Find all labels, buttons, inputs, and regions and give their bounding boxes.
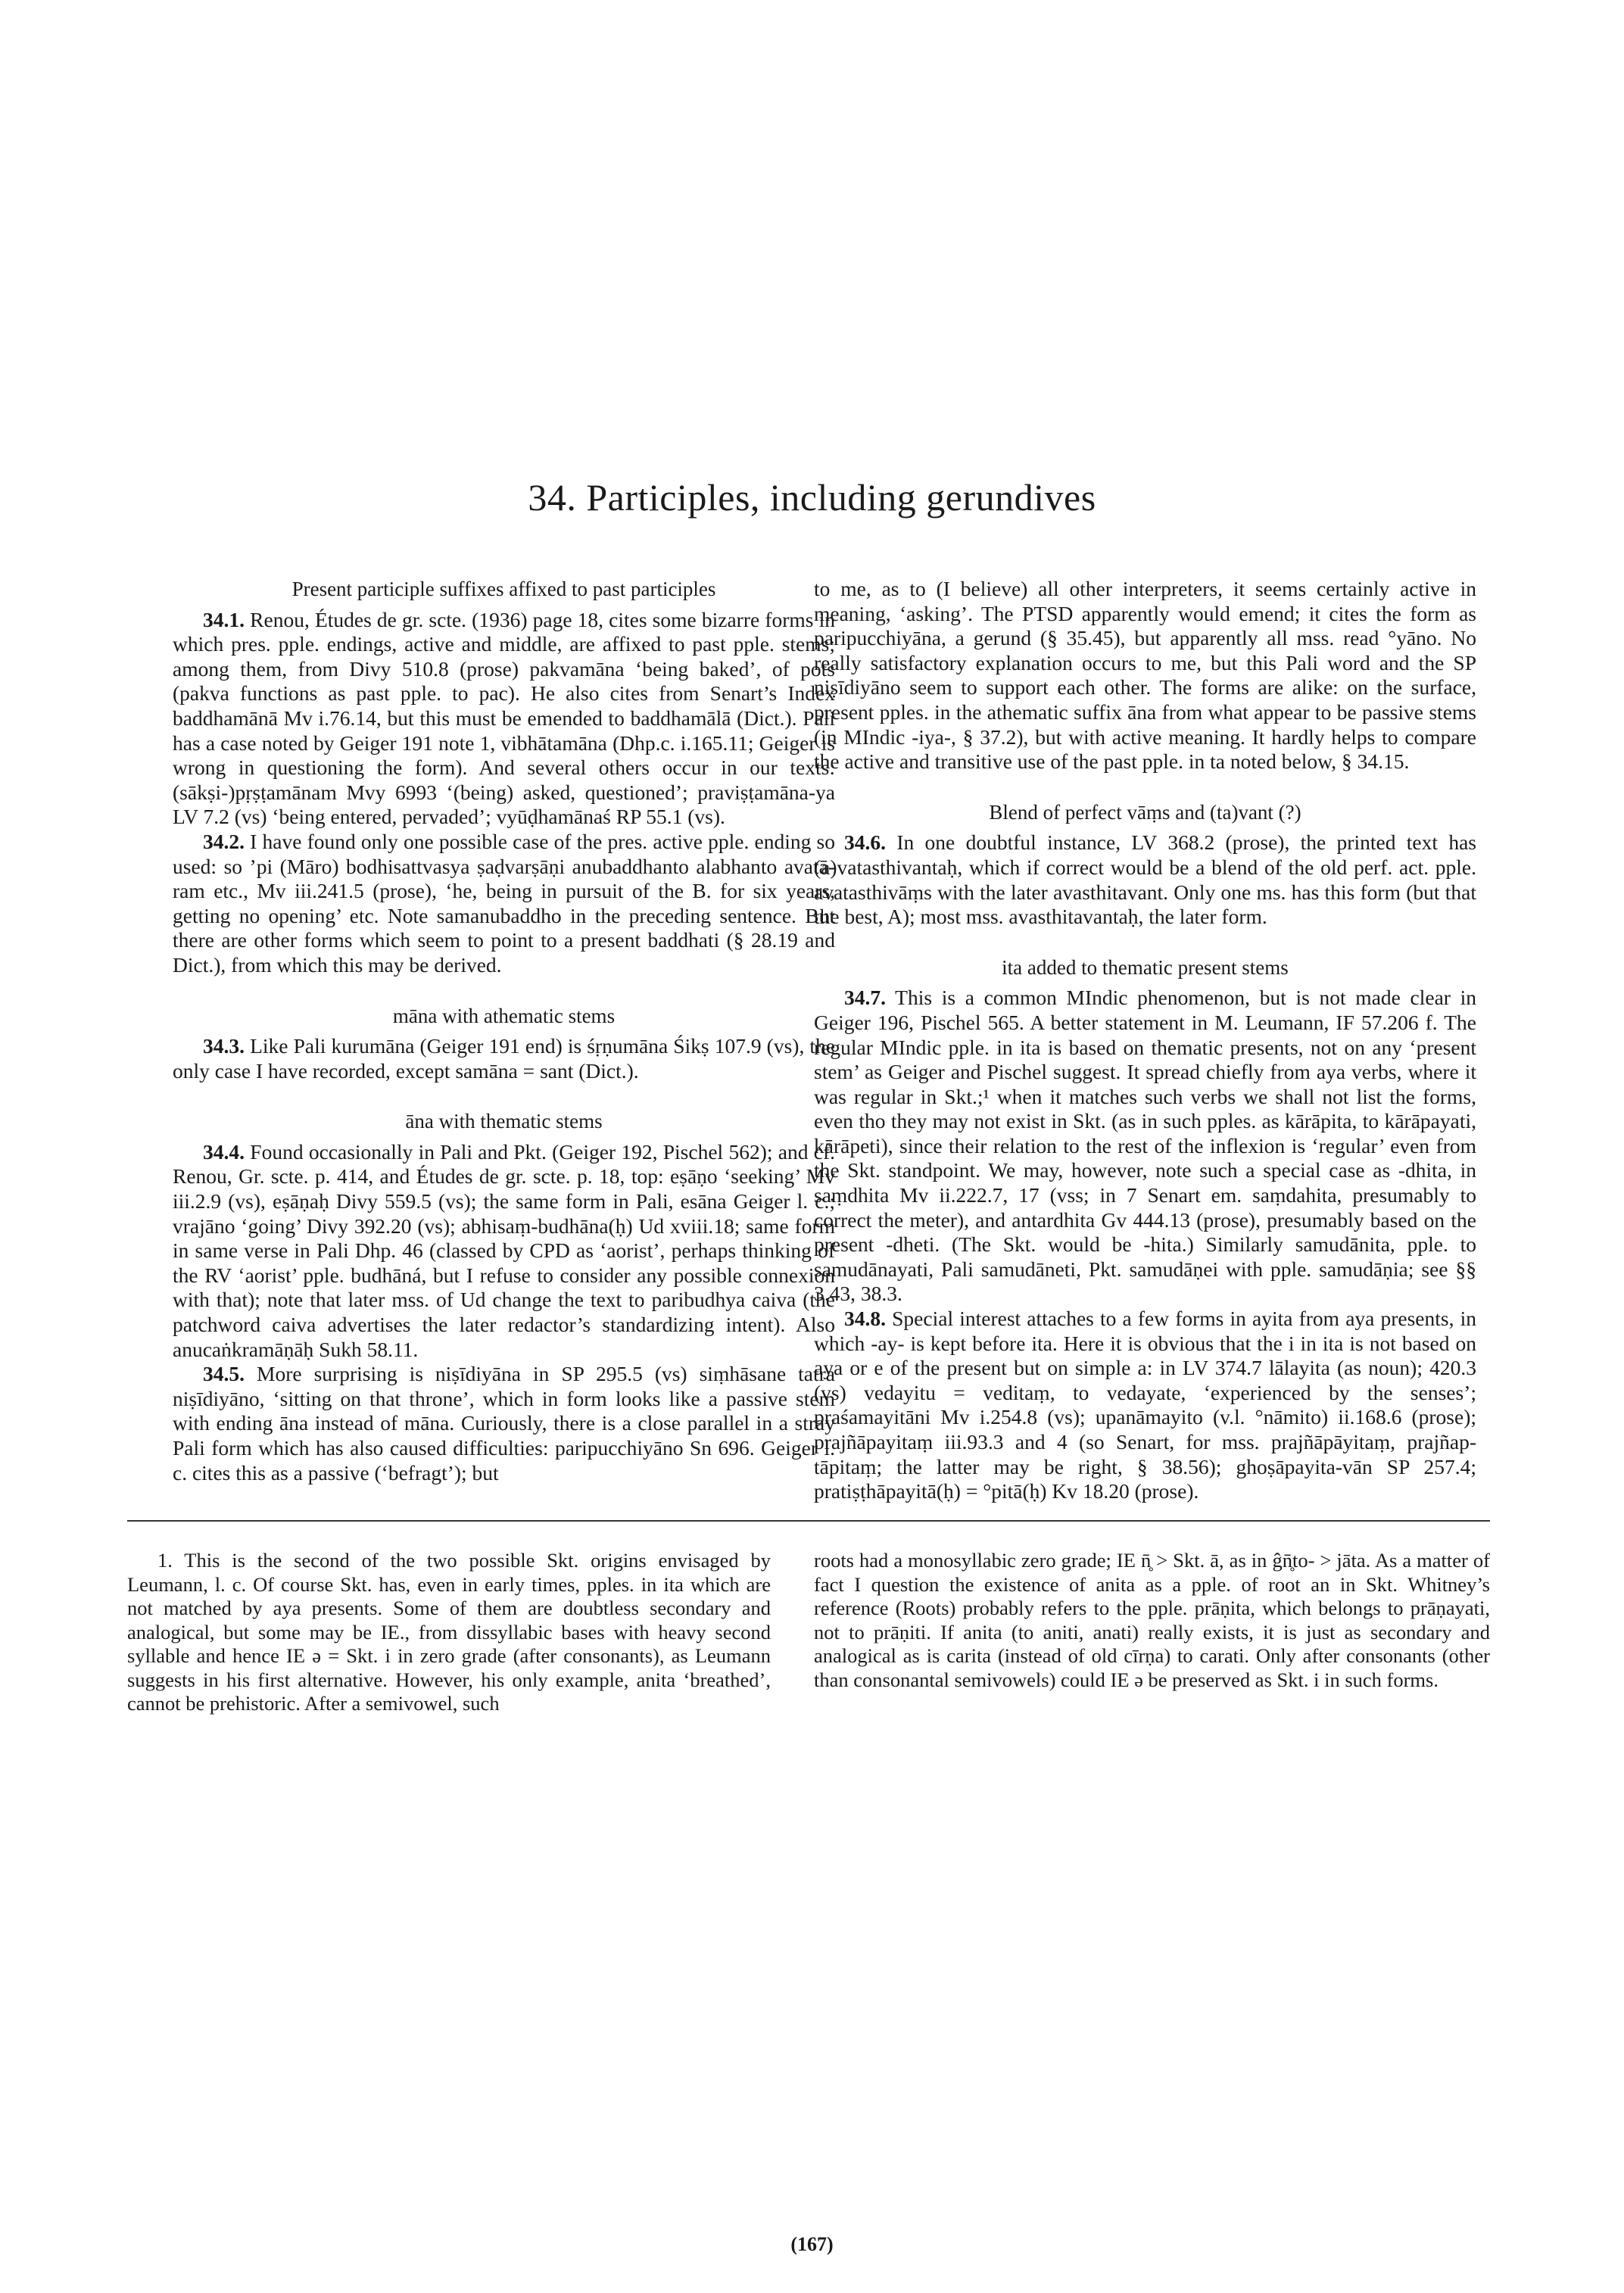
paragraph-34-2 [173,830,835,978]
footnote-left-column [127,1549,771,1716]
paragraph-34-5-continued: to me, as to (I believe) all other interpreters, it seems certainly active in meaning, ‘asking’. The PTSD apparently would emend; it cites the form as paripucchiyāna, a gerund (§ 35.45), but apparently all mss. read °yāno. No really satisfactory explanation occurs to me, but this Pali word and the SP niṣīdiyāno seem to support each other. The forms are alike: on the surface, present pples. in the athematic suffix āna from what appear to be passive stems (in MIndic -iya-, § 37.2), but with active meaning. It hardly helps to compare the active and transitive use of the past pple. in ta noted below, § 34.15. [814,577,1476,774]
paragraph-34-7 [814,986,1476,1307]
right-column [814,577,1476,1504]
paragraph-text: Like Pali kurumāna (Geiger 191 end) is śṛṇumāna Śikṣ 107.9 (vs), the only case I have recorded, except samāna = sant (Dict.). [173,1034,836,1083]
paragraph-number: 34.3. [203,1034,245,1058]
paragraph-text: Renou, Études de gr. scte. (1936) page 18, cites some bizarre forms in which pres. pple. endings, active and middle, are affixed to past pple. stems; among them, from Divy 510.8 (prose) pakvamāna ‘being baked’, of pots (pakva functions as past pple. to pac). He also cites from Senart’s Index baddhamānā Mv i.76.14, but this must be emended to baddhamālā (Dict.). Pali has a case noted by Geiger 191 note 1, vibhātamāna (Dhp.c. i.165.11; Geiger is wrong in questioning the form). And several others occur in our texts: (sākṣi-)pṛṣṭamānam Mvy 6993 ‘(being) asked, questioned’; praviṣṭamāna-ya LV 7.2 (vs) ‘being entered, pervaded’; vyūḍhamānaś RP 55.1 (vs). [173,607,835,829]
section-heading-mana-athematic: māna with athematic stems [392,1004,616,1027]
section-heading-present-participle-suffixes: Present participle suffixes affixed to past participles [291,578,716,600]
paragraph-text: Special interest attaches to a few forms in ayita from aya presents, in which -ay- is kept before ita. Here it is obvious that the i in ita is not based on aya or e of the present but on simple a: in LV 374.7 lālayita (as noun); 420.3 (vs) vedayitu = veditaṃ, to vedayate, ‘experienced by the senses’; praśamayitāni Mv i.254.8 (vs); upanāmayito (v.l. °nāmito) ii.168.6 (prose); prajñāpayitaṃ iii.93.3 and 4 (so Senart, for mss. prajñāpāyitaṃ, prajñap-tāpitaṃ; the latter may be right, § 38.56); ghoṣāpayita-vān SP 257.4; pratiṣṭhāpayitā(ḥ) = °pitā(ḥ) Kv 18.20 (prose). [814,1307,1477,1503]
paragraph-34-8 [814,1307,1476,1504]
section-heading-ita-thematic: ita added to thematic present stems [1002,955,1289,979]
paragraph-34-3 [173,1034,835,1083]
section-heading-ana-thematic: āna with thematic stems [405,1110,603,1133]
paragraph-number: 34.8. [844,1307,886,1331]
paragraph-34-4 [173,1140,835,1362]
paragraph-text: In one doubtful instance, LV 368.2 (prose), the printed text has (a)vatasthivantaḥ, which if correct would be a blend of the old perf. act. pple. avatasthivāṃs with the later avasthitavant. Only one ms. has this form (but that the best, A); most mss. avasthitavantaḥ, the later form. [814,830,1476,929]
paragraph-text: Found occasionally in Pali and Pkt. (Geiger 192, Pischel 562); and cf. Renou, Gr. scte. p. 414, and Études de gr. scte. p. 18, top: eṣāṇo ‘seeking’ Mv iii.2.9 (vs), eṣāṇaḥ Divy 559.5 (vs); the same form in Pali, esāna Geiger l. c.; vrajāno ‘going’ Divy 392.20 (vs); abhisaṃ-budhāna(ḥ) Ud xviii.18; same form in same verse in Pali Dhp. 46 (classed by CPD as ‘aorist’, perhaps thinking of the RV ‘aorist’ pple. budhāná, but I refuse to consider any possible connexion with that); note that later mss. of Ud change the text to paribudhya caiva (the patchword caiva advertises the later redactor’s standardizing intent). Also anucaṅkramāṇāḥ Sukh 58.11. [173,1139,835,1361]
section-heading-blend-perfect: Blend of perfect vāṃs and (ta)vant (?) [989,800,1301,824]
paragraph-text: This is a common MIndic phenomenon, but is not made clear in Geiger 196, Pischel 565. A better statement in M. Leumann, IF 57.206 f. The regular MIndic pple. in ita is based on thematic presents, not on any ‘present stem’ as Geiger and Pischel suggest. It spread chiefly from aya verbs, where it was regular in Skt.;¹ when it matches such verbs we shall not list the forms, even tho they may not exist in Skt. (as in such pples. as kārāpita, to kārāpayati, kārāpeti), since their relation to the rest of the inflexion is ‘regular’ even from the Skt. standpoint. We may, however, note such a special case as -dhita, in saṃdhita Mv ii.222.7, 17 (vss; in 7 Senart em. saṃdahita, presumably to correct the meter), and antardhita Gv 444.13 (prose), presumably based on the present -dheti. (The Skt. would be -hita.) Similarly samudānita, pple. to samudānayati, Pali samudāneti, Pkt. samudāṇei with pple. samudāṇia; see §§ 3.43, 38.3. [814,986,1476,1306]
page-number: (167) [790,2233,834,2255]
paragraph-34-5 [173,1362,835,1485]
footnote-1-continued: roots had a monosyllabic zero grade; IE n̥̄ > Skt. ā, as in ĝn̥̄to- > jāta. As a matter of fact I question the existence of anita as a pple. of root an in Skt. Whitney’s reference (Roots) probably refers to the pple. prāṇita, which belongs to prāṇayati, not to prāṇiti. If anita (to aniti, anati) really exists, it is just as secondary and analogical as is carita (instead of old cīrṇa) to carati. Only after consonants (other than consonantal semivowels) could IE ə be preserved as Skt. i in such forms. [814,1549,1490,1691]
paragraph-text: More surprising is niṣīdiyāna in SP 295.5 (vs) siṃhāsane tatra niṣīdiyāno, ‘sitting on that throne’, which in form looks like a passive stem with ending āna instead of māna. Curiously, there is a close parallel in a stray Pali form which has also caused difficulties: paripucchiyāno Sn 696. Geiger l. c. cites this as a passive (‘befragt’); but [173,1362,836,1485]
left-column [173,577,835,1485]
paragraph-number: 34.4. [203,1139,245,1164]
chapter-title: 34. Participles, including gerundives [528,476,1096,519]
paragraph-number: 34.1. [203,607,245,631]
paragraph-number: 34.6. [844,830,886,855]
footnote-divider [127,1520,1490,1522]
paragraph-number: 34.2. [203,829,245,853]
paragraph-text: I have found only one possible case of the pres. active pple. ending so used: so ’pi (Māro) bodhisattvasya ṣaḍvarṣāṇi anubaddhanto alabhanto avatā-ram etc., Mv iii.241.5 (prose), ‘he, being in pursuit of the B. for six years, getting no opening’ etc. Note samanubaddho in the preceding sentence. But there are other forms which seem to point to a present baddhati (§ 28.19 and Dict.), from which this may be derived. [173,829,835,977]
paragraph-34-6 [814,830,1476,929]
paragraph-34-1 [173,608,835,830]
paragraph-number: 34.5. [203,1362,245,1386]
footnote-1-text: 1. This is the second of the two possible Skt. origins envisaged by Leumann, l. c. Of course Skt. has, even in early times, pples. in ita which are not matched by aya presents. Some of them are doubtless secondary and analogical, but some may be IE., from dissyllabic bases with heavy second syllable and hence IE ə = Skt. i in zero grade (after consonants), as Leumann suggests in his first alternative. However, his only example, anita ‘breathed’, cannot be prehistoric. After a semivowel, such [127,1549,771,1715]
footnote-right-column [814,1549,1490,1692]
paragraph-number: 34.7. [844,986,886,1010]
